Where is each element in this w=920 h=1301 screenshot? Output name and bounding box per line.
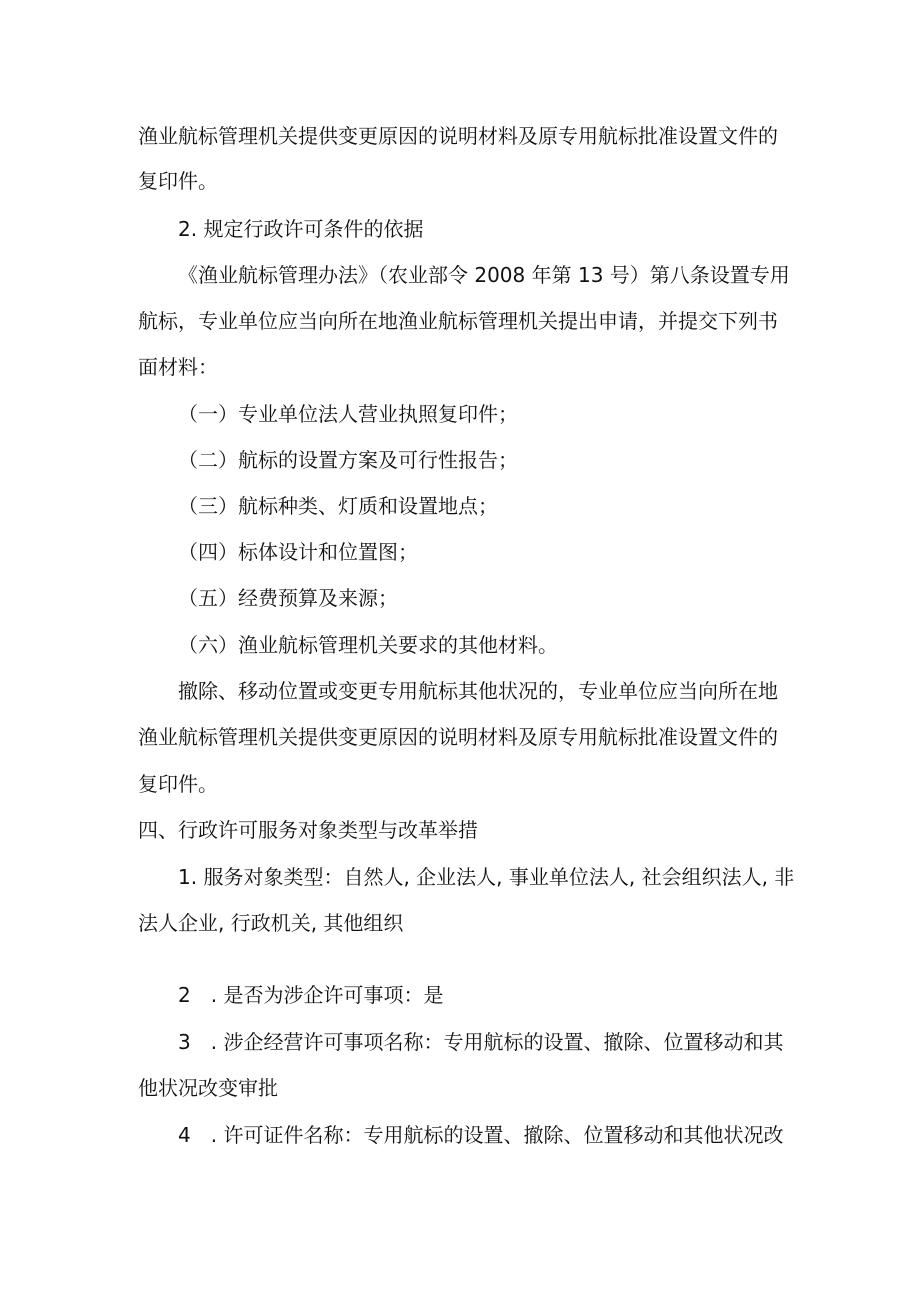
text-line: 2 . 是否为涉企许可事项：是 bbox=[178, 983, 444, 1007]
text-line: 撤除、移动位置或变更专用航标其他状况的，专业单位应当向所在地 bbox=[178, 679, 778, 703]
text-line: 复印件。 bbox=[138, 169, 218, 193]
text-line: 复印件。 bbox=[138, 772, 218, 796]
text-line: 航标，专业单位应当向所在地渔业航标管理机关提出申请，并提交下列书 bbox=[138, 309, 778, 333]
list-item: （六）渔业航标管理机关要求的其他材料。 bbox=[178, 633, 558, 657]
text-line: 4 . 许可证件名称：专用航标的设置、撤除、位置移动和其他状况改 bbox=[178, 1123, 784, 1147]
text-line: 渔业航标管理机关提供变更原因的说明材料及原专用航标批准设置文件的 bbox=[138, 725, 778, 749]
text-line: 法人企业, 行政机关, 其他组织 bbox=[138, 911, 404, 935]
text-line: 《渔业航标管理办法》（农业部令 2008 年第 13 号）第八条设置专用 bbox=[178, 263, 790, 287]
section-heading: 四、行政许可服务对象类型与改革举措 bbox=[138, 818, 478, 842]
text-line: 1. 服务对象类型：自然人, 企业法人, 事业单位法人, 社会组织法人, 非 bbox=[178, 865, 795, 889]
list-item: （三）航标种类、灯质和设置地点； bbox=[178, 494, 498, 518]
list-item: （五）经费预算及来源； bbox=[178, 586, 398, 610]
text-line: 渔业航标管理机关提供变更原因的说明材料及原专用航标批准设置文件的 bbox=[138, 124, 778, 148]
text-line: 面材料： bbox=[138, 355, 218, 379]
section-heading: 2. 规定行政许可条件的依据 bbox=[178, 217, 424, 241]
list-item: （二）航标的设置方案及可行性报告； bbox=[178, 448, 518, 472]
text-line: 3 . 涉企经营许可事项名称：专用航标的设置、撤除、位置移动和其 bbox=[178, 1030, 784, 1054]
list-item: （四）标体设计和位置图； bbox=[178, 540, 418, 564]
text-line: 他状况改变审批 bbox=[138, 1076, 278, 1100]
list-item: （一）专业单位法人营业执照复印件； bbox=[178, 402, 518, 426]
